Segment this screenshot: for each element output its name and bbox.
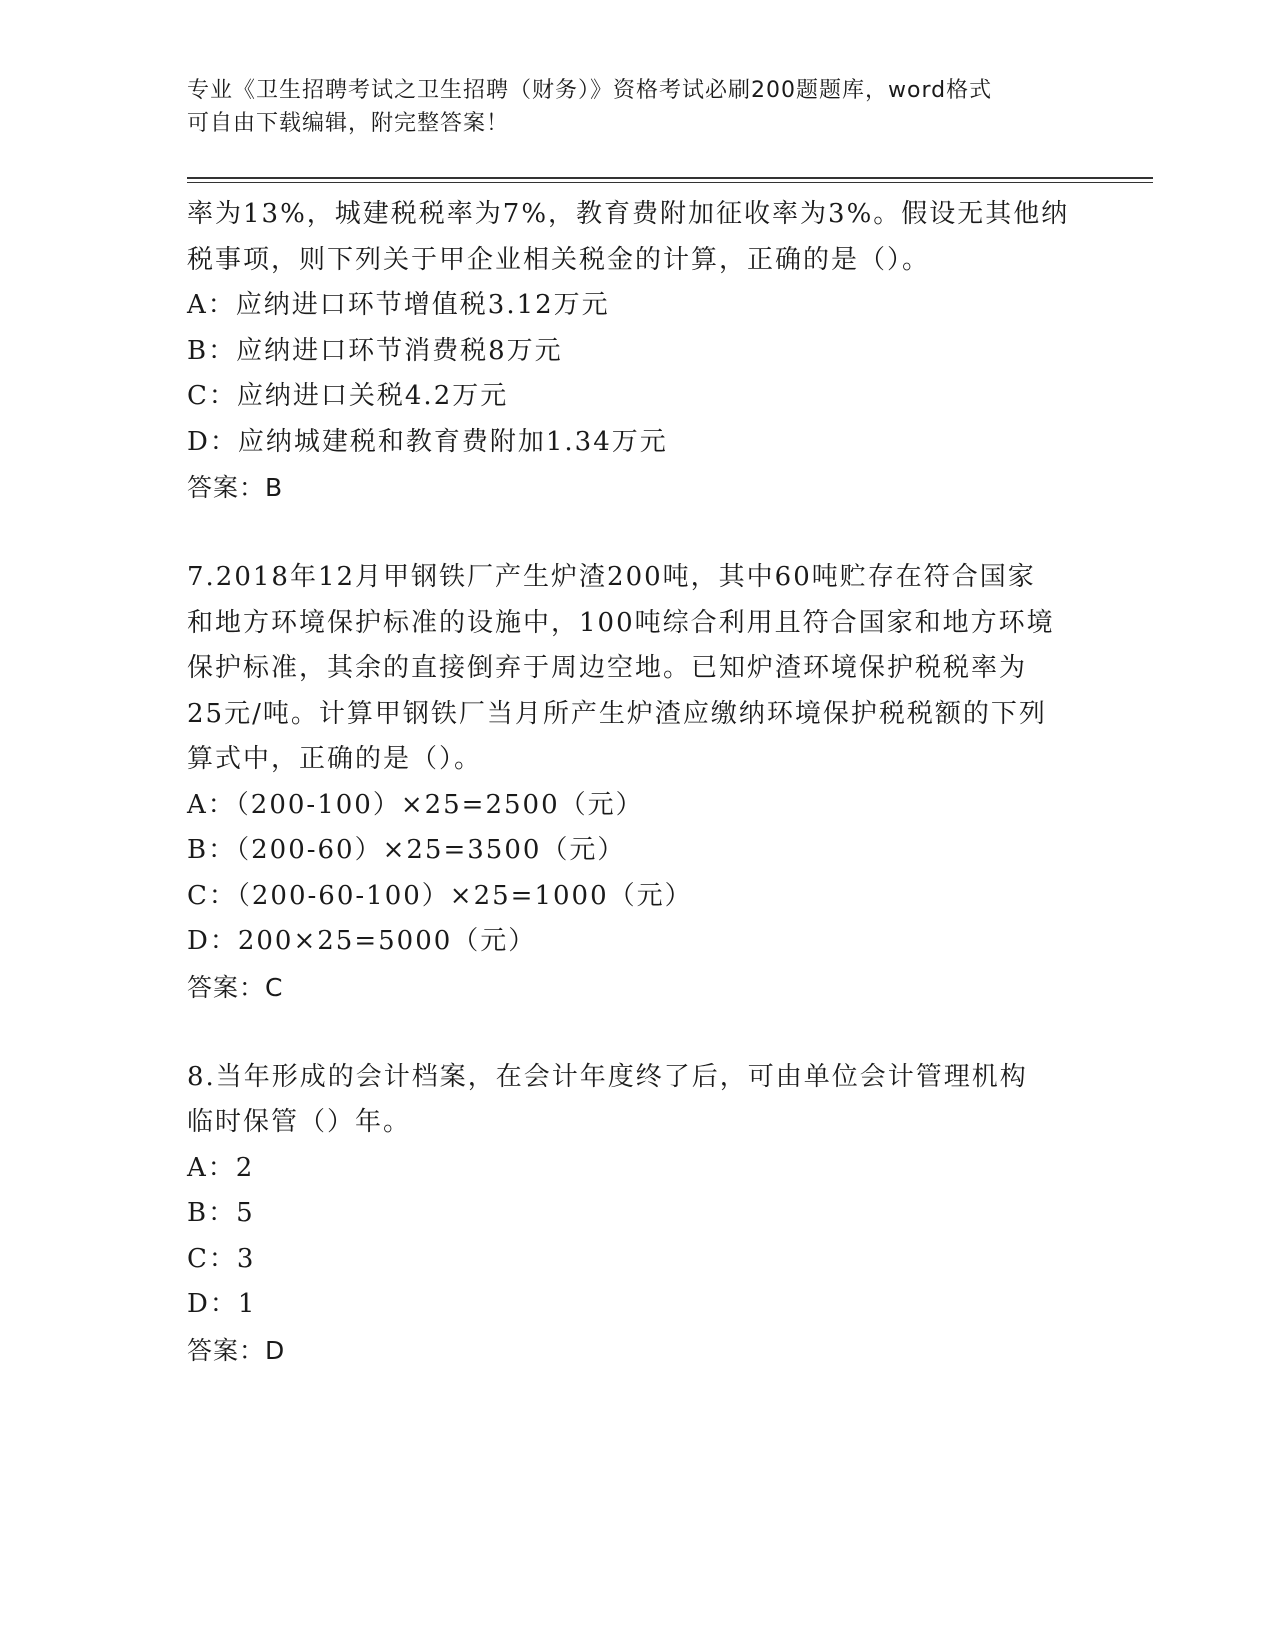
question-8-option-a: A：2 <box>187 1152 255 1183</box>
document-body <box>187 192 1087 1373</box>
question-6-option-d: D：应纳城建税和教育费附加1.34万元 <box>187 426 668 457</box>
spacer <box>187 510 1087 555</box>
header-title-line-1: 专业《卫生招聘考试之卫生招聘（财务）》资格考试必刷200题题库，word格式 <box>187 78 993 103</box>
question-7 <box>187 555 1087 1010</box>
question-7-text-line-2: 和地方环境保护标准的设施中，100吨综合利用且符合国家和地方环境 <box>187 607 1055 638</box>
question-7-option-c: C：（200-60-100）×25=1000（元） <box>187 880 693 911</box>
question-6-option-c: C：应纳进口关税4.2万元 <box>187 381 509 411</box>
question-8-option-c: C：3 <box>187 1243 256 1274</box>
question-6-text-line-2: 税事项，则下列关于甲企业相关税金的计算，正确的是（）。 <box>187 244 931 275</box>
question-7-text-line-4: 25元/吨。计算甲钢铁厂当月所产生炉渣应缴纳环境保护税税额的下列 <box>187 698 1047 729</box>
question-8-option-d: D：1 <box>187 1289 257 1319</box>
header-divider-thick <box>187 177 1153 179</box>
document-header <box>187 74 1067 140</box>
spacer <box>187 1010 1087 1055</box>
question-7-option-d: D：200×25=5000（元） <box>187 926 537 956</box>
question-8-text-line-1: 8.当年形成的会计档案，在会计年度终了后，可由单位会计管理机构 <box>187 1061 1028 1092</box>
question-6 <box>187 192 1087 510</box>
header-title-line-2: 可自由下载编辑，附完整答案！ <box>187 111 510 136</box>
question-7-text-line-3: 保护标准，其余的直接倒弃于周边空地。已知炉渣环境保护税税率为 <box>187 653 1028 683</box>
question-7-text-line-1: 7.2018年12月甲钢铁厂产生炉渣200吨，其中60吨贮存在符合国家 <box>187 562 1036 592</box>
question-8-option-b: B：5 <box>187 1198 255 1228</box>
question-7-answer: 答案：C <box>187 972 284 1002</box>
question-6-option-a: A：应纳进口环节增值税3.12万元 <box>187 290 610 320</box>
question-8 <box>187 1055 1087 1373</box>
question-7-text-line-5: 算式中，正确的是（）。 <box>187 744 483 774</box>
header-divider-thin <box>187 182 1153 183</box>
question-7-option-a: A：（200-100）×25=2500（元） <box>187 789 644 820</box>
question-7-option-b: B：（200-60）×25=3500（元） <box>187 835 626 865</box>
question-6-answer: 答案：B <box>187 473 284 502</box>
question-8-text-line-2: 临时保管（）年。 <box>187 1107 412 1137</box>
question-6-option-b: B：应纳进口环节消费税8万元 <box>187 335 563 366</box>
question-6-text-line-1: 率为13%，城建税税率为7%，教育费附加征收率为3%。假设无其他纳 <box>187 199 1070 229</box>
question-8-answer: 答案：D <box>187 1335 286 1365</box>
